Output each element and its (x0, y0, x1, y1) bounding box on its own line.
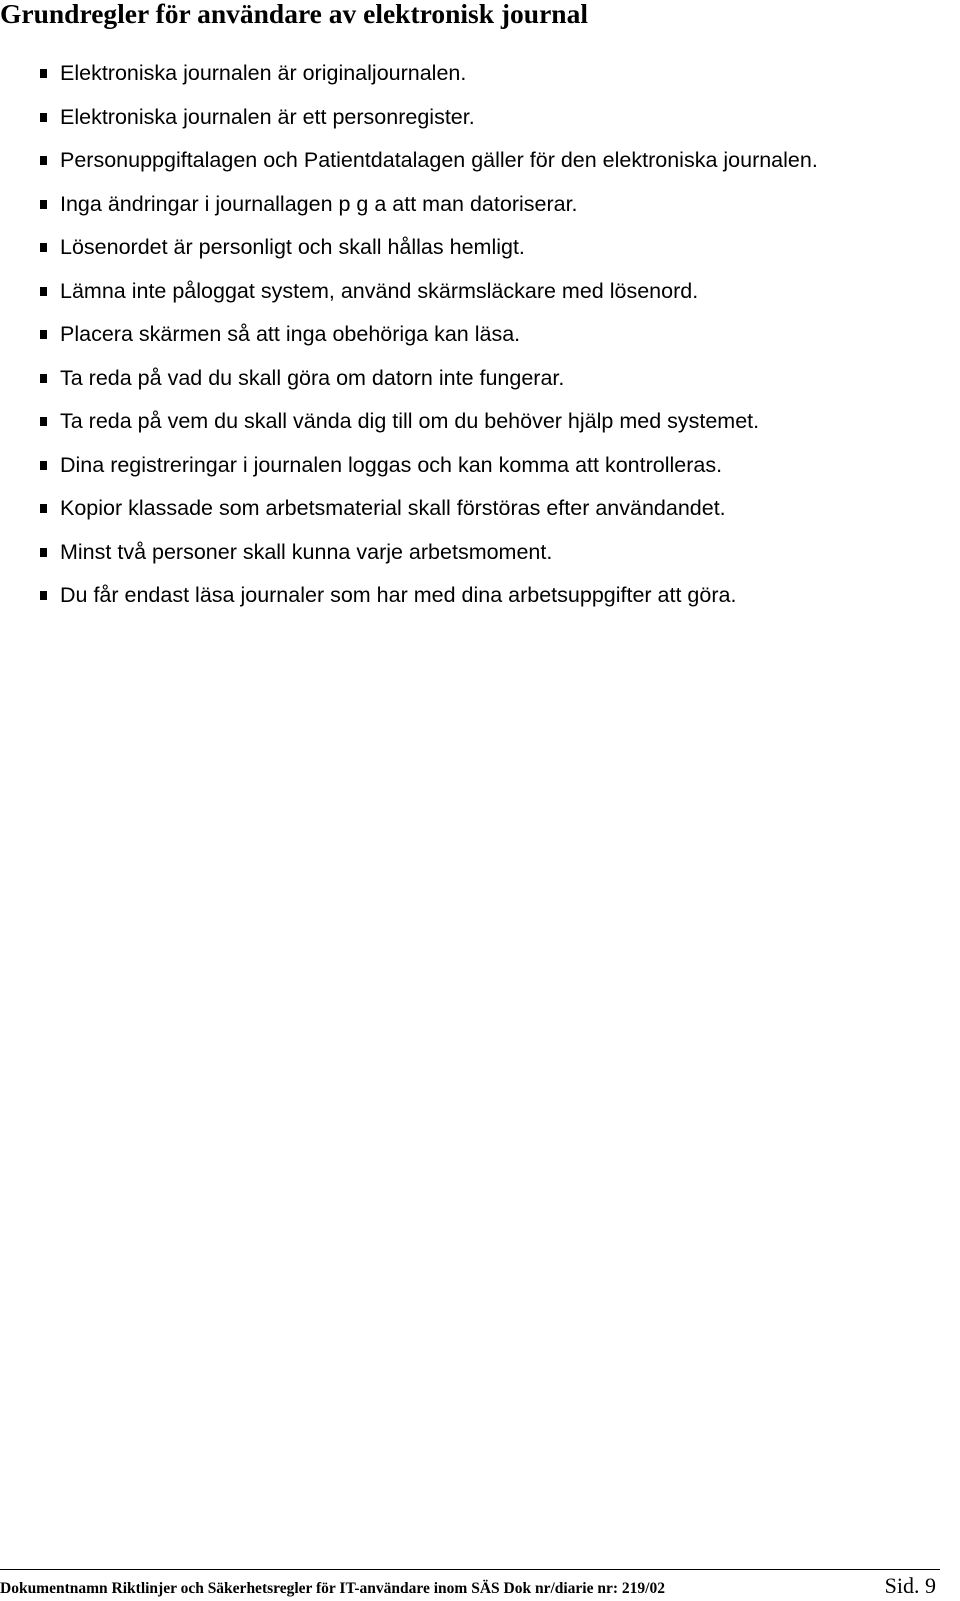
square-bullet-icon (40, 113, 47, 122)
list-item (0, 400, 960, 444)
list-item (0, 226, 960, 270)
list-item (0, 531, 960, 575)
square-bullet-icon (40, 591, 47, 600)
footer-document-name: Dokumentnamn Riktlinjer och Säkerhetsregler för IT-användare inom SÄS Dok nr/diarie nr: 219/02 (0, 1580, 665, 1597)
page-footer (0, 1569, 960, 1601)
rule-text: Placera skärmen så att inga obehöriga kan läsa. (60, 322, 521, 346)
rules-list (0, 52, 960, 618)
rule-text: Inga ändringar i journallagen p g a att man datoriserar. (60, 191, 578, 216)
page-title: Grundregler för användare av elektronisk journal (0, 0, 588, 29)
list-item (0, 52, 960, 96)
square-bullet-icon (40, 200, 47, 209)
square-bullet-icon (40, 243, 47, 252)
square-bullet-icon (40, 69, 47, 78)
list-item (0, 270, 960, 314)
footer-divider (0, 1569, 940, 1570)
list-item (0, 357, 960, 401)
list-item (0, 139, 960, 183)
footer-page-number: Sid. 9 (884, 1573, 936, 1598)
rule-text: Personuppgiftalagen och Patientdatalagen gäller för den elektroniska journalen. (60, 148, 818, 172)
square-bullet-icon (40, 330, 47, 339)
rule-text: Elektroniska journalen är ett personregister. (60, 104, 475, 129)
list-item (0, 96, 960, 140)
square-bullet-icon (40, 156, 47, 165)
rule-text: Ta reda på vem du skall vända dig till om du behöver hjälp med systemet. (60, 409, 760, 433)
rule-text: Dina registreringar i journalen loggas och kan komma att kontrolleras. (60, 452, 723, 477)
list-item (0, 313, 960, 357)
list-item (0, 444, 960, 488)
square-bullet-icon (40, 548, 47, 557)
rule-text: Lösenordet är personligt och skall hållas hemligt. (60, 235, 525, 259)
list-item (0, 487, 960, 531)
rule-text: Ta reda på vad du skall göra om datorn inte fungerar. (60, 365, 565, 390)
rule-text: Kopior klassade som arbetsmaterial skall förstöras efter användandet. (60, 496, 726, 520)
rule-text: Lämna inte påloggat system, använd skärmsläckare med lösenord. (60, 278, 699, 303)
square-bullet-icon (40, 461, 47, 470)
rule-text: Minst två personer skall kunna varje arbetsmoment. (60, 539, 553, 564)
list-item (0, 574, 960, 618)
list-item (0, 183, 960, 227)
rule-text: Du får endast läsa journaler som har med dina arbetsuppgifter att göra. (60, 583, 737, 607)
rule-text: Elektroniska journalen är originaljournalen. (60, 61, 467, 85)
square-bullet-icon (40, 504, 47, 513)
square-bullet-icon (40, 374, 47, 383)
square-bullet-icon (40, 417, 47, 426)
square-bullet-icon (40, 287, 47, 296)
